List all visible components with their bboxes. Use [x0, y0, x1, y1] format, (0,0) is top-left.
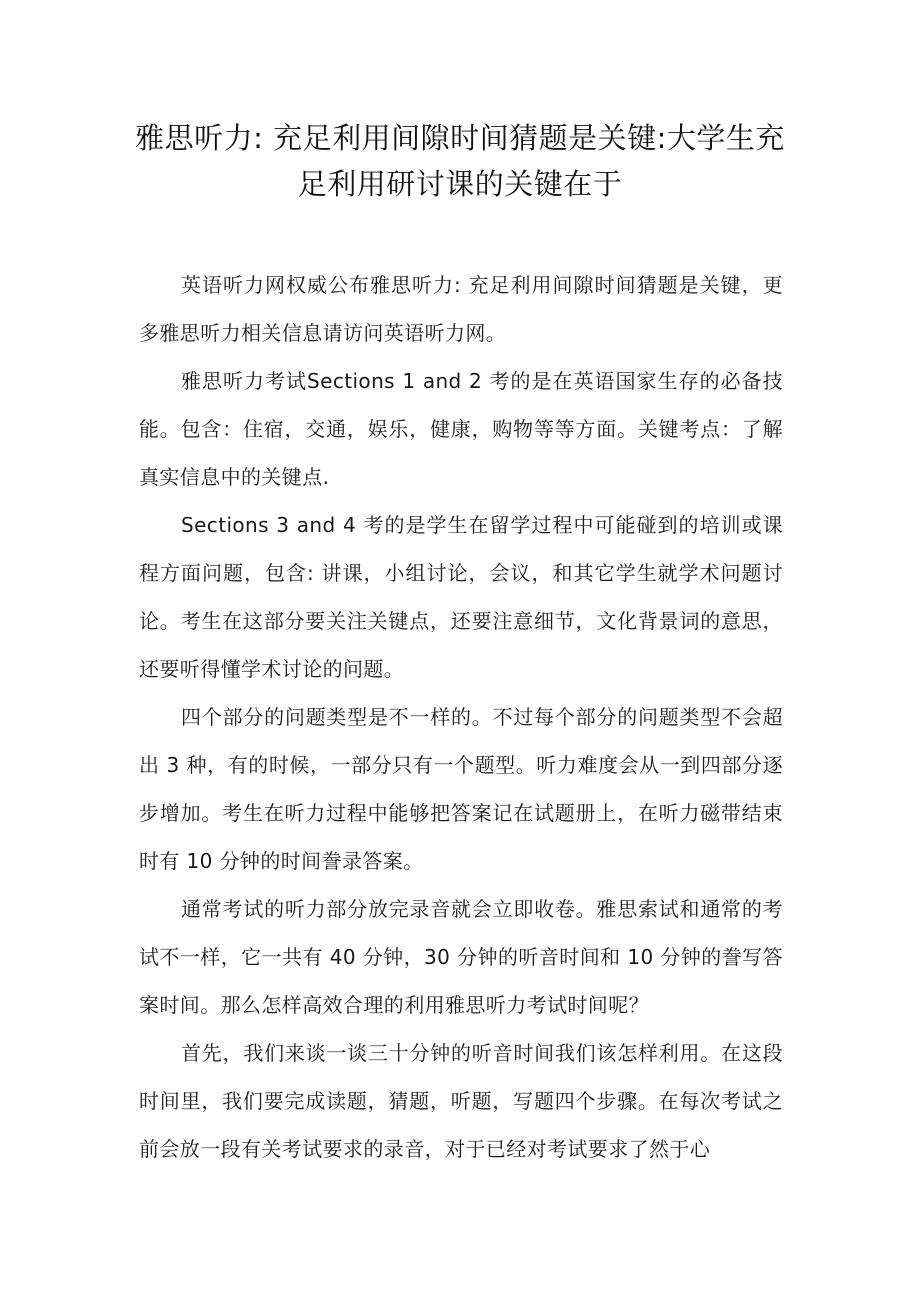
- paragraph: 英语听力网权威公布雅思听力: 充足利用间隙时间猜题是关键，更多雅思听力相关信息请访问英语听力网。: [139, 273, 783, 345]
- paragraph: Sections 3 and 4 考的是学生在留学过程中可能碰到的培训或课程方面问题，包含: 讲课，小组讨论，会议，和其它学生就学术问题讨论。考生在这部分要关注关键点，还要注意细节，文化背景词的意思，还要听得懂学术讨论的问题。: [139, 513, 783, 681]
- paragraph: 通常考试的听力部分放完录音就会立即收卷。雅思索试和通常的考试不一样，它一共有 40 分钟，30 分钟的听音时间和 10 分钟的誊写答案时间。那么怎样高效合理的利用雅思听力考试时间呢？: [139, 897, 783, 1017]
- paragraph: 雅思听力考试Sections 1 and 2 考的是在英语国家生存的必备技能。包含：住宿，交通，娱乐，健康，购物等等方面。关键考点：了解真实信息中的关键点.: [139, 369, 783, 489]
- paragraph: 四个部分的问题类型是不一样的。不过每个部分的问题类型不会超出 3 种，有的时候，一部分只有一个题型。听力难度会从一到四部分逐步增加。考生在听力过程中能够把答案记在试题册上，在听力磁带结束时有 10 分钟的时间誊录答案。: [139, 705, 783, 873]
- document-body: [139, 261, 783, 1173]
- paragraph: 首先，我们来谈一谈三十分钟的听音时间我们该怎样利用。在这段时间里，我们要完成读题，猜题，听题，写题四个步骤。在每次考试之前会放一段有关考试要求的录音，对于已经对考试要求了然于心: [139, 1041, 783, 1161]
- document-title: 雅思听力: 充足利用间隙时间猜题是关键:大学生充足利用研讨课的关键在于: [135, 121, 785, 201]
